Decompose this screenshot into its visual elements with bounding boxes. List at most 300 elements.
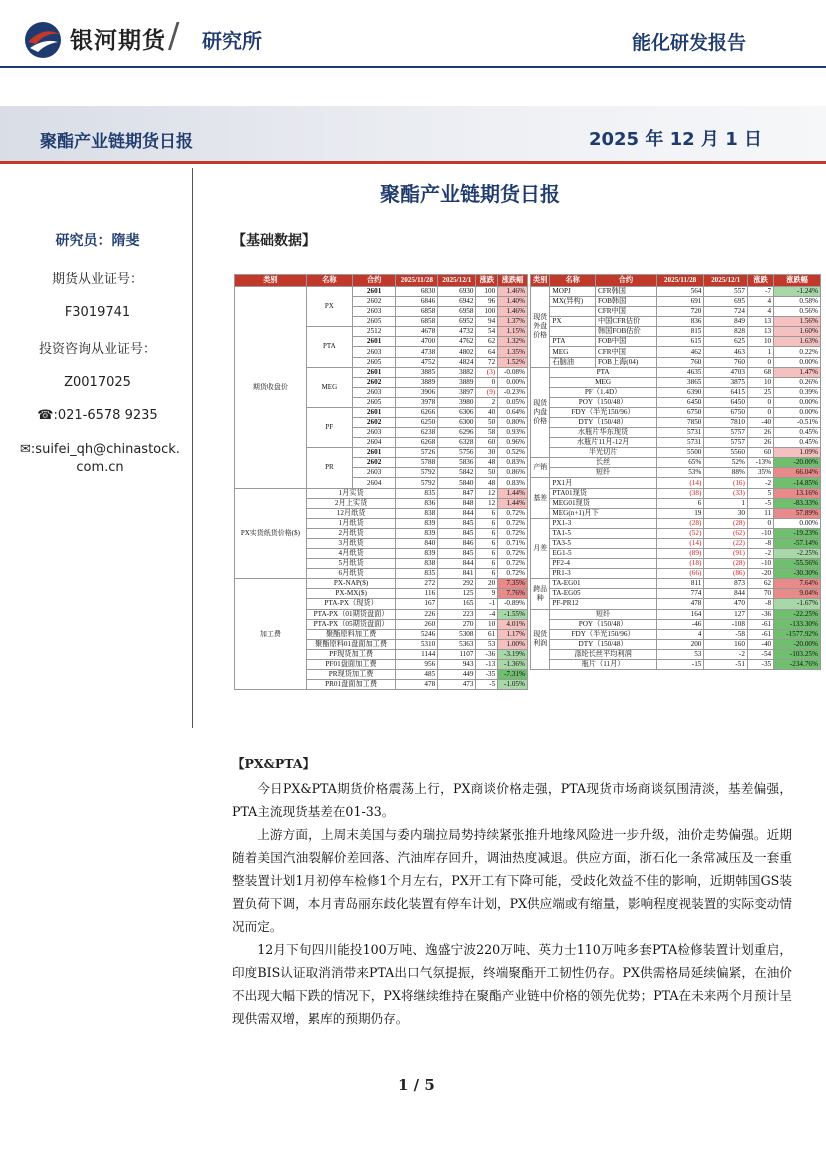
pct-cell: 1.35%	[498, 347, 528, 357]
institute-name: 研究所	[202, 29, 262, 53]
price-cell: 844	[438, 508, 476, 518]
change-cell: -7	[747, 287, 773, 297]
pct-cell: 1.60%	[774, 327, 821, 337]
pct-cell: 0.80%	[498, 418, 528, 428]
pct-cell: -1.24%	[774, 287, 821, 297]
price-cell: 6306	[438, 407, 476, 417]
table-row	[531, 629, 821, 639]
contract-cell: 2601	[352, 407, 395, 417]
item-name: 韩国FOB估价	[595, 327, 656, 337]
change-cell: -10	[747, 528, 773, 538]
pct-cell: -1.05%	[498, 680, 528, 690]
change-cell: 6	[476, 528, 498, 538]
contract-cell: 2601	[352, 448, 395, 458]
price-cell: (14)	[656, 538, 704, 548]
table-row	[531, 538, 821, 548]
price-cell: 845	[438, 518, 476, 528]
change-cell: 48	[476, 478, 498, 488]
price-cell: 6266	[396, 407, 438, 417]
change-cell: 6	[476, 538, 498, 548]
price-cell: (52)	[656, 528, 704, 538]
change-cell: -36	[476, 649, 498, 659]
change-cell: -20	[747, 569, 773, 579]
change-cell: 48	[476, 458, 498, 468]
pct-cell: -0.23%	[498, 387, 528, 397]
table-row	[531, 347, 821, 357]
header-cat: 类别	[531, 275, 550, 287]
change-cell: (9)	[476, 387, 498, 397]
item-name: PF2-4	[550, 559, 656, 569]
price-cell: 5310	[396, 639, 438, 649]
item-name: 水瓶片11月-12月	[550, 438, 656, 448]
price-cell: 6450	[704, 397, 748, 407]
price-cell: 5726	[396, 448, 438, 458]
group-label: 基差	[531, 478, 550, 518]
change-cell: 62	[747, 579, 773, 589]
pct-cell: -30.30%	[774, 569, 821, 579]
change-cell: 10	[747, 337, 773, 347]
pct-cell: 57.89%	[774, 508, 821, 518]
price-cell: 223	[438, 609, 476, 619]
pct-cell: 0.52%	[498, 448, 528, 458]
price-cell: 845	[438, 528, 476, 538]
price-cell: 6390	[656, 387, 704, 397]
pct-cell: 0.39%	[774, 387, 821, 397]
price-cell: 943	[438, 659, 476, 669]
price-cell: (22)	[704, 538, 748, 548]
price-cell: (28)	[704, 518, 748, 528]
price-cell: 270	[438, 619, 476, 629]
table-row	[531, 367, 821, 377]
item-name: MEG	[550, 377, 656, 387]
price-cell: 125	[438, 589, 476, 599]
price-cell: 478	[656, 599, 704, 609]
change-cell: 6	[476, 559, 498, 569]
item-name: CFR韩国	[595, 287, 656, 297]
header-name: 名称	[550, 275, 596, 287]
price-cell: 4738	[396, 347, 438, 357]
change-cell: 61	[476, 629, 498, 639]
pct-cell: 0.00%	[498, 377, 528, 387]
product-label	[550, 327, 596, 337]
change-cell: -13%	[747, 458, 773, 468]
product-label	[550, 307, 596, 317]
pct-cell: 0.86%	[498, 468, 528, 478]
price-cell: 840	[396, 538, 438, 548]
pct-cell: 7.35%	[498, 579, 528, 589]
product-label: PR	[306, 448, 352, 488]
contract-cell: 2512	[352, 327, 395, 337]
price-cell: 292	[438, 579, 476, 589]
table-row	[235, 488, 528, 498]
contract-cell: 2602	[352, 458, 395, 468]
item-name: 聚酯原料01盘面加工费	[306, 639, 396, 649]
price-cell: 167	[396, 599, 438, 609]
table-row	[531, 569, 821, 579]
pct-cell: 1.46%	[498, 307, 528, 317]
pct-cell: 7.76%	[498, 589, 528, 599]
item-name: PTA-PX（现货）	[306, 599, 396, 609]
analyst-sidebar	[0, 230, 195, 495]
item-name: 6月纸货	[306, 569, 396, 579]
price-cell: 760	[656, 357, 704, 367]
price-cell: 226	[396, 609, 438, 619]
license-number: F3019741	[64, 305, 131, 320]
price-cell: (14)	[656, 478, 704, 488]
price-cell: (28)	[704, 559, 748, 569]
price-cell: 6	[656, 498, 704, 508]
price-cell: 845	[438, 549, 476, 559]
change-cell: 58	[476, 428, 498, 438]
price-cell: 272	[396, 579, 438, 589]
contract-cell: 2601	[352, 337, 395, 347]
change-cell: -54	[747, 649, 773, 659]
table-row	[531, 407, 821, 417]
pct-cell: 0.96%	[498, 438, 528, 448]
price-cell: 839	[396, 549, 438, 559]
pct-cell: 1.37%	[498, 317, 528, 327]
price-cell: 5246	[396, 629, 438, 639]
price-cell: 19	[656, 508, 704, 518]
pct-cell: 0.45%	[774, 428, 821, 438]
item-name: POY（150/48）	[550, 619, 656, 629]
pct-cell: 0.72%	[498, 569, 528, 579]
price-cell: 844	[438, 559, 476, 569]
table-header-row	[235, 275, 528, 287]
change-cell: 6	[476, 508, 498, 518]
price-cell: 470	[704, 599, 748, 609]
change-cell: -40	[747, 418, 773, 428]
price-cell: 839	[396, 528, 438, 538]
price-cell: 1107	[438, 649, 476, 659]
price-cell: 6450	[656, 397, 704, 407]
price-cell: 7850	[656, 418, 704, 428]
change-cell: -36	[747, 609, 773, 619]
price-cell: 6952	[438, 317, 476, 327]
change-cell: 100	[476, 287, 498, 297]
header-cat: 类别	[235, 275, 307, 287]
change-cell: 0	[747, 407, 773, 417]
change-cell: -2	[747, 549, 773, 559]
price-cell: 956	[396, 659, 438, 669]
contract-cell: 2603	[352, 428, 395, 438]
pct-cell: 1.09%	[774, 448, 821, 458]
table-row	[531, 649, 821, 659]
table-row	[531, 528, 821, 538]
contract-cell: 2601	[352, 287, 395, 297]
group-label: 现货外盘价格	[531, 287, 550, 368]
pct-cell: 0.93%	[498, 428, 528, 438]
price-cell: -51	[704, 659, 748, 669]
item-name: PF（1.4D）	[550, 387, 656, 397]
item-name: TA-EG05	[550, 589, 656, 599]
pct-cell: 0.05%	[498, 397, 528, 407]
table-row	[531, 317, 821, 327]
price-cell: 5792	[396, 468, 438, 478]
table-row	[531, 518, 821, 528]
price-cell: 6296	[438, 428, 476, 438]
price-cell: 615	[656, 337, 704, 347]
header-divider: /	[168, 16, 180, 56]
price-cell: 165	[438, 599, 476, 609]
price-cell: 4	[656, 629, 704, 639]
price-cell: -2	[704, 649, 748, 659]
price-cell: 65%	[656, 458, 704, 468]
price-cell: 6930	[438, 287, 476, 297]
item-name: 聚酯原料加工费	[306, 629, 396, 639]
paragraph-3: 12月下旬四川能投100万吨、逸盛宁波220万吨、英力士110万吨多套PTA检修装置计划重启，印度BIS认证取消消带来PTA出口气氛提振，终端聚酯开工韧性仍存。PX供需格局延续偏紧，在油价不出现大幅下跌的情况下，PX将继续维持在聚酯产业链中价格的领先优势；PTA在未来两个月预计呈现供需双增，累库的预期仍存。	[232, 942, 792, 1026]
table-row	[531, 418, 821, 428]
consult-label: 投资咨询从业证号：	[38, 342, 156, 357]
item-name: 短纤	[550, 468, 656, 478]
product-label: MEG	[306, 367, 352, 407]
price-cell: 841	[438, 569, 476, 579]
price-cell: 828	[704, 327, 748, 337]
price-cell: 473	[438, 680, 476, 690]
price-cell: 3885	[396, 367, 438, 377]
table-row	[531, 357, 821, 367]
pct-cell: -19.23%	[774, 528, 821, 538]
contract-cell: 2601	[352, 367, 395, 377]
change-cell: -61	[747, 629, 773, 639]
item-name: PF现货加工费	[306, 649, 396, 659]
pct-cell: -20.00%	[774, 639, 821, 649]
price-cell: 564	[656, 287, 704, 297]
pct-cell: -1.36%	[498, 659, 528, 669]
item-name: 2月上实货	[306, 498, 396, 508]
product-label: MEG	[550, 347, 596, 357]
price-cell: 815	[656, 327, 704, 337]
price-cell: 52%	[704, 458, 748, 468]
price-cell: 5560	[704, 448, 748, 458]
table-row	[531, 337, 821, 347]
table-row	[531, 287, 821, 297]
change-cell: 62	[476, 337, 498, 347]
pct-cell: -22.25%	[774, 609, 821, 619]
pct-cell: 0.64%	[498, 407, 528, 417]
table-row	[531, 549, 821, 559]
price-cell: 6250	[396, 418, 438, 428]
table-row	[531, 428, 821, 438]
price-cell: 463	[704, 347, 748, 357]
table-row	[531, 387, 821, 397]
product-label: 石脑油	[550, 357, 596, 367]
header-d1: 2025/11/28	[656, 275, 704, 287]
table-row	[531, 619, 821, 629]
item-name: PF-PR12	[550, 599, 656, 609]
contract-cell: 2603	[352, 347, 395, 357]
pct-cell: -55.56%	[774, 559, 821, 569]
price-cell: 160	[704, 639, 748, 649]
pct-cell: -0.51%	[774, 418, 821, 428]
pct-cell: 13.16%	[774, 488, 821, 498]
pct-cell: 0.72%	[498, 528, 528, 538]
pct-cell: -234.76%	[774, 659, 821, 669]
table-row	[531, 659, 821, 669]
item-name: MEG(n+1)月下	[550, 508, 656, 518]
price-cell: (16)	[704, 478, 748, 488]
price-cell: 6858	[396, 307, 438, 317]
change-cell: 0	[476, 377, 498, 387]
header-pct: 涨跌幅	[774, 275, 821, 287]
change-cell: (3)	[476, 367, 498, 377]
pct-cell: -1.55%	[498, 609, 528, 619]
pct-cell: 7.64%	[774, 579, 821, 589]
table-row	[531, 448, 821, 458]
item-name: 长丝	[550, 458, 656, 468]
brand-name: 银河期货	[70, 28, 166, 54]
price-cell: 462	[656, 347, 704, 357]
product-label: PF	[306, 407, 352, 447]
price-cell: 6300	[438, 418, 476, 428]
pct-cell: -14.85%	[774, 478, 821, 488]
price-cell: 4752	[396, 357, 438, 367]
pct-cell: -83.33%	[774, 498, 821, 508]
header-d2: 2025/12/1	[438, 275, 476, 287]
report-date: 2025 年 12 月 1 日	[588, 129, 762, 150]
item-name: PR01盘面加工费	[306, 680, 396, 690]
price-cell: (91)	[704, 549, 748, 559]
change-cell: 100	[476, 307, 498, 317]
price-cell: 6846	[396, 297, 438, 307]
price-cell: 3875	[704, 377, 748, 387]
price-cell: -58	[704, 629, 748, 639]
change-cell: 26	[747, 438, 773, 448]
item-name: DTY（150/48）	[550, 639, 656, 649]
pct-cell: 1.15%	[498, 327, 528, 337]
left-data-table	[234, 274, 528, 690]
price-cell: 5757	[704, 438, 748, 448]
item-name: PX-MX($)	[306, 589, 396, 599]
price-cell: 836	[396, 498, 438, 508]
price-cell: 6750	[704, 407, 748, 417]
change-cell: 72	[476, 357, 498, 367]
product-label: PX	[550, 317, 596, 327]
change-cell: 60	[747, 448, 773, 458]
change-cell: -1	[476, 599, 498, 609]
price-cell: (66)	[656, 569, 704, 579]
price-cell: 88%	[704, 468, 748, 478]
price-cell: 774	[656, 589, 704, 599]
price-cell: 6750	[656, 407, 704, 417]
header-chg: 涨跌	[476, 275, 498, 287]
pct-cell: -57.14%	[774, 538, 821, 548]
price-cell: 625	[704, 337, 748, 347]
item-name: TA-EG01	[550, 579, 656, 589]
change-cell: -2	[747, 478, 773, 488]
change-cell: 13	[747, 317, 773, 327]
pct-cell: 0.00%	[774, 407, 821, 417]
price-cell: 5757	[704, 428, 748, 438]
pct-cell: 1.47%	[774, 367, 821, 377]
price-cell: 449	[438, 669, 476, 679]
paragraph-2: 上游方面，上周末美国与委内瑞拉局势持续紧张推升地缘风险进一步升级，油价走势偏强。近期随着美国汽油裂解价差回落、汽油库存回升，调油热度减退。供应方面，浙石化一条常减压及一套重整装置计划1月初停车检修1个月左右，PX开工有下降可能，受歧化效益不佳的影响，近期韩国GS装置负荷下调，本月青岛丽东歧化装置有停车计划，PX供应端或有缩量，影响程度视装置的实际变动情况而定。	[232, 827, 792, 934]
change-cell: 25	[747, 387, 773, 397]
email: ✉:suifei_qh@chinastock.com.cn	[20, 442, 180, 475]
item-name: FOB韩国	[595, 297, 656, 307]
change-cell: 6	[476, 549, 498, 559]
band-title: 聚酯产业链期货日报	[40, 132, 193, 152]
item-name: 1月纸货	[306, 518, 396, 528]
price-cell: (89)	[656, 549, 704, 559]
item-name: TA1-5	[550, 528, 656, 538]
price-cell: 7810	[704, 418, 748, 428]
price-cell: -15	[656, 659, 704, 669]
product-label: MOPJ	[550, 287, 596, 297]
change-cell: 54	[476, 327, 498, 337]
pct-cell: 0.00%	[774, 357, 821, 367]
price-cell: 838	[396, 559, 438, 569]
contract-cell: 2605	[352, 397, 395, 407]
price-cell: 691	[656, 297, 704, 307]
pct-cell: 0.71%	[498, 538, 528, 548]
section-basic-data: 【基础数据】	[232, 233, 316, 249]
header-d1: 2025/11/28	[396, 275, 438, 287]
item-name: 1月实货	[306, 488, 396, 498]
pct-cell: -1.67%	[774, 599, 821, 609]
price-cell: 847	[438, 488, 476, 498]
item-name: 半光切片	[550, 448, 656, 458]
contract-cell: 2604	[352, 438, 395, 448]
price-cell: 6858	[396, 317, 438, 327]
change-cell: 94	[476, 317, 498, 327]
price-cell: 6328	[438, 438, 476, 448]
change-cell: 50	[476, 468, 498, 478]
galaxy-logo-icon	[22, 20, 64, 60]
price-cell: 4824	[438, 357, 476, 367]
contract-cell: 2605	[352, 357, 395, 367]
price-cell: 3889	[396, 377, 438, 387]
pct-cell: -1577.92%	[774, 629, 821, 639]
price-cell: (28)	[656, 518, 704, 528]
price-cell: 5836	[438, 458, 476, 468]
table-row	[531, 307, 821, 317]
item-name: EG1-5	[550, 549, 656, 559]
table-row	[531, 589, 821, 599]
pct-cell: -3.19%	[498, 649, 528, 659]
price-cell: -108	[704, 619, 748, 629]
price-cell: 1	[704, 498, 748, 508]
pct-cell: 0.72%	[498, 518, 528, 528]
item-name: PTA01现货	[550, 488, 656, 498]
pct-cell: 4.01%	[498, 619, 528, 629]
page-header	[0, 0, 826, 80]
section-px-pta: 【PX&PTA】	[232, 756, 316, 771]
contract-cell: 2602	[352, 297, 395, 307]
price-cell: 4700	[396, 337, 438, 347]
price-cell: (18)	[656, 559, 704, 569]
table-header-row	[531, 275, 821, 287]
price-cell: 557	[704, 287, 748, 297]
pct-cell: 0.58%	[774, 297, 821, 307]
price-cell: 116	[396, 589, 438, 599]
table-row	[531, 639, 821, 649]
change-cell: 60	[476, 438, 498, 448]
table-row	[531, 559, 821, 569]
pct-cell: 1.17%	[498, 629, 528, 639]
table-row	[531, 327, 821, 337]
pct-cell: 66.04%	[774, 468, 821, 478]
pct-cell: 1.44%	[498, 488, 528, 498]
price-cell: 200	[656, 639, 704, 649]
price-cell: 164	[656, 609, 704, 619]
item-name: FDY（半光150/96）	[550, 629, 656, 639]
table-row	[531, 458, 821, 468]
consult-number: Z0017025	[64, 375, 131, 390]
change-cell: 96	[476, 297, 498, 307]
price-cell: (62)	[704, 528, 748, 538]
change-cell: -5	[476, 680, 498, 690]
